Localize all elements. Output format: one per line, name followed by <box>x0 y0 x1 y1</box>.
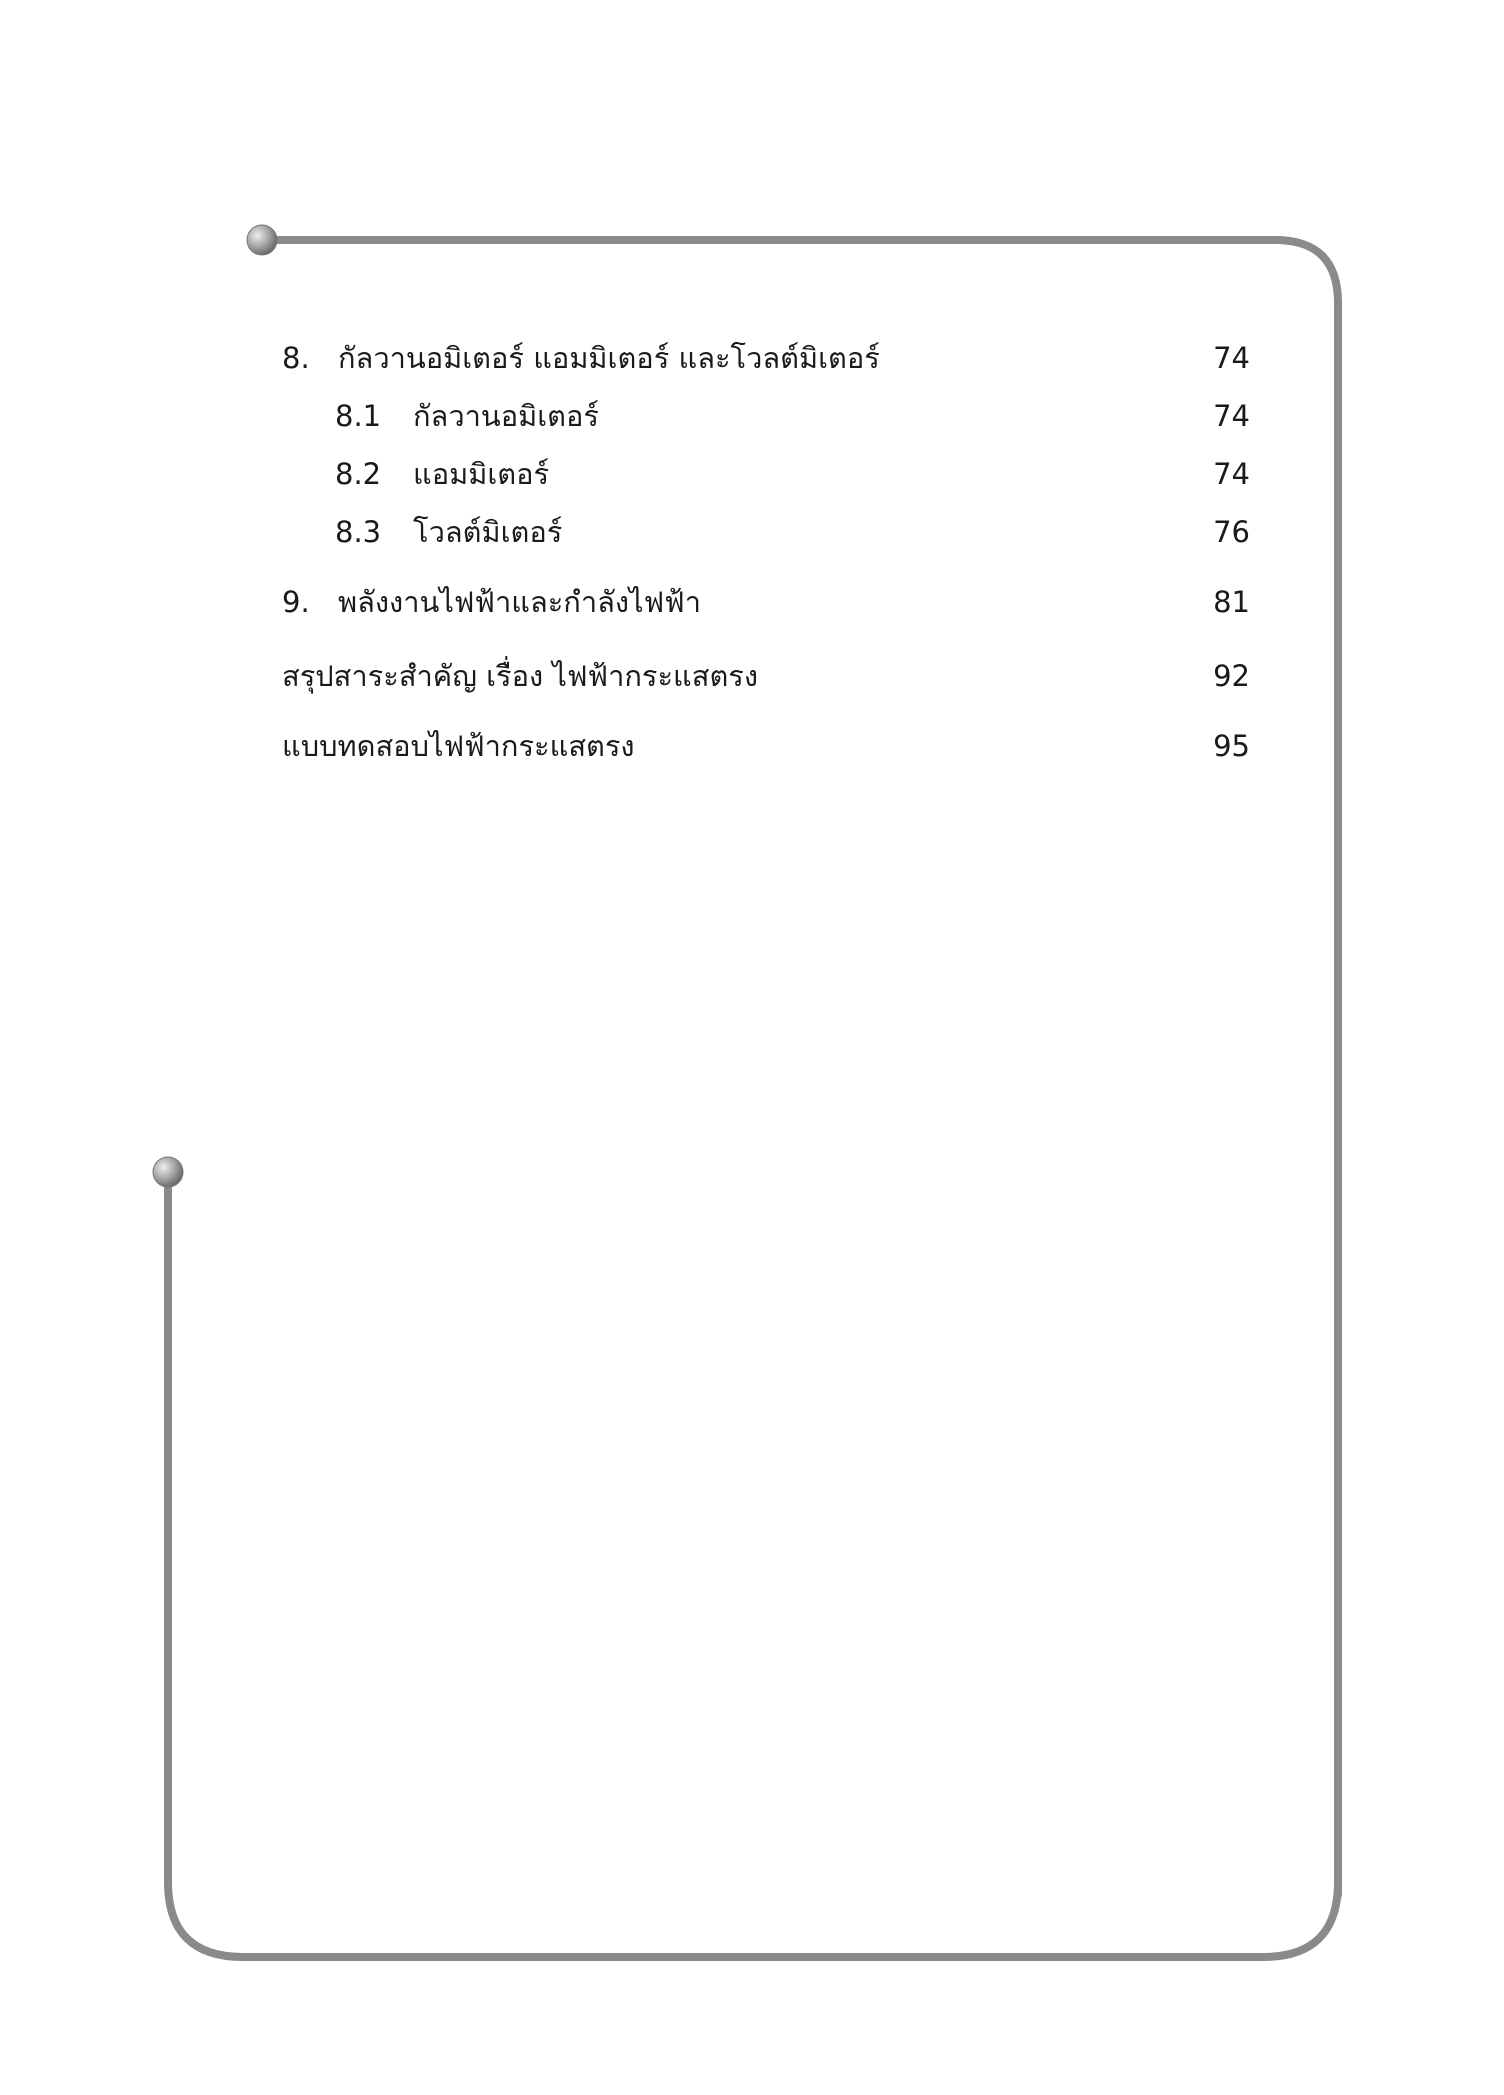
toc-entry-title: กัลวานอมิเตอร์ แอมมิเตอร์ และโวลต์มิเตอร์ <box>338 341 880 375</box>
toc-entry-page: 74 <box>1213 341 1250 375</box>
toc-entry-number: 8.3 <box>335 515 382 549</box>
bead-left <box>153 1157 183 1187</box>
toc-entry-page: 76 <box>1213 515 1250 549</box>
toc-entry-title: แอมมิเตอร์ <box>413 457 550 491</box>
toc-entry-8-3[interactable] <box>280 509 1250 555</box>
toc-entry-page: 81 <box>1213 585 1250 619</box>
toc-entry-title: สรุปสาระสำคัญ เรื่อง ไฟฟ้ากระแสตรง <box>282 659 759 693</box>
toc-entry-number: 8. <box>282 341 310 375</box>
toc-entry-test[interactable] <box>280 723 1250 769</box>
toc-entry-8[interactable] <box>280 335 1250 381</box>
toc-entry-summary[interactable] <box>280 653 1250 699</box>
toc-entry-page: 92 <box>1213 659 1250 693</box>
toc-entry-8-1[interactable] <box>280 393 1250 439</box>
toc-entry-title: พลังงานไฟฟ้าและกำลังไฟฟ้า <box>338 585 701 619</box>
toc-entry-number: 9. <box>282 585 310 619</box>
bead-top-left <box>247 225 277 255</box>
toc-entry-page: 95 <box>1213 729 1250 763</box>
toc-entry-title: โวลต์มิเตอร์ <box>413 515 563 549</box>
toc-entry-title: แบบทดสอบไฟฟ้ากระแสตรง <box>282 729 635 763</box>
table-of-contents <box>280 335 1250 763</box>
toc-entry-page: 74 <box>1213 457 1250 491</box>
toc-entry-9[interactable] <box>280 579 1250 625</box>
toc-entry-page: 74 <box>1213 399 1250 433</box>
toc-entry-number: 8.1 <box>335 399 382 433</box>
toc-entry-number: 8.2 <box>335 457 382 491</box>
toc-entry-8-2[interactable] <box>280 451 1250 497</box>
toc-entry-title: กัลวานอมิเตอร์ <box>413 399 599 433</box>
frame-line-bottom <box>168 1172 1338 1957</box>
